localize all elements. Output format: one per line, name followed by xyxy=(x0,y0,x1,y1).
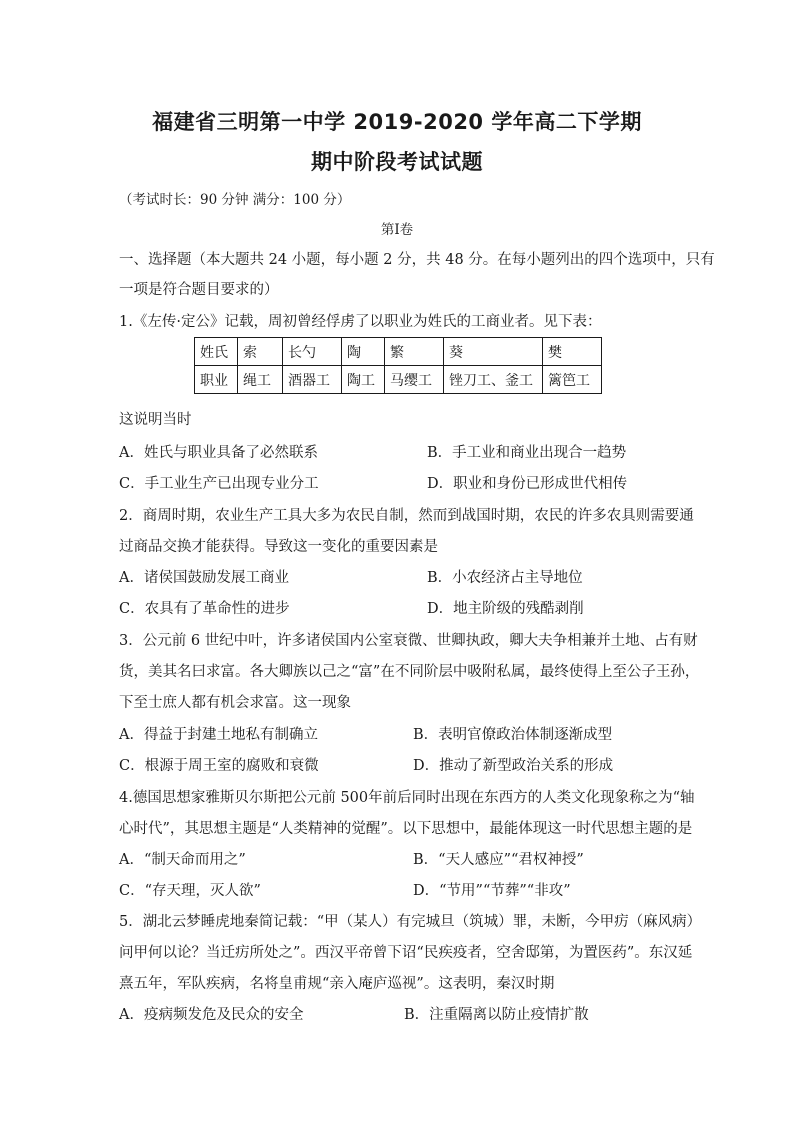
q1-stem: 1.《左传·定公》记载，周初曾经俘虏了以职业为姓氏的工商业者。见下表： xyxy=(119,314,602,330)
table-cell: 葵 xyxy=(444,338,543,366)
q4-option-a: A．“制天命而用之” xyxy=(119,852,246,868)
q3-stem-line-2: 货，美其名曰求富。各大卿族以己之“富”在不同阶层中吸附私属，最终使得上至公子王孙， xyxy=(119,664,700,680)
q5-stem-line-2: 问甲何以论？当迁疠所处之”。西汉平帝曾下诏“民疾疫者，空舍邸第，为置医药”。东汉延 xyxy=(119,945,693,961)
q1-option-d: D．职业和身份已形成世代相传 xyxy=(427,476,628,492)
table-row xyxy=(195,338,602,366)
table-cell: 酒器工 xyxy=(283,366,342,394)
q2-option-a: A．诸侯国鼓励发展工商业 xyxy=(119,570,289,586)
q5-option-b: B．注重隔离以防止疫情扩散 xyxy=(404,1007,589,1023)
table-cell: 锉刀工、釜工 xyxy=(444,366,543,394)
q4-option-b: B．“天人感应”“君权神授” xyxy=(413,852,584,868)
q4-stem-line-2: 心时代”，其思想主题是“人类精神的觉醒”。以下思想中，最能体现这一时代思想主题的是 xyxy=(119,821,693,837)
table-cell: 篱笆工 xyxy=(543,366,602,394)
table-header-cell: 职业 xyxy=(195,366,238,394)
q4-option-c: C．“存天理，灭人欲” xyxy=(119,883,261,899)
exam-info: （考试时长：90 分钟 满分：100 分） xyxy=(119,192,351,208)
table-cell: 长勺 xyxy=(283,338,342,366)
instructions-line-1: 一、选择题（本大题共 24 小题，每小题 2 分，共 48 分。在每小题列出的四个选项中，只有 xyxy=(119,252,715,268)
table-cell: 马缨工 xyxy=(385,366,444,394)
q2-option-d: D．地主阶级的残酷剥削 xyxy=(427,601,584,617)
q5-stem-line-3: 熹五年，军队疾病，名将皇甫规“亲入庵庐巡视”。这表明，秦汉时期 xyxy=(119,976,555,992)
table-cell: 繁 xyxy=(385,338,444,366)
q3-option-a: A．得益于封建土地私有制确立 xyxy=(119,727,318,743)
q2-option-c: C．农具有了革命性的进步 xyxy=(119,601,290,617)
q3-option-d: D．推动了新型政治关系的形成 xyxy=(413,758,614,774)
surname-occupation-table xyxy=(194,337,602,394)
instructions-line-2: 一项是符合题目要求的） xyxy=(119,282,279,298)
q1-option-a: A．姓氏与职业具备了必然联系 xyxy=(119,445,318,461)
q2-option-b: B．小农经济占主导地位 xyxy=(427,570,583,586)
q3-stem-line-3: 下至士庶人都有机会求富。这一现象 xyxy=(119,695,351,711)
q5-stem-line-1: 5．湖北云梦睡虎地秦简记载：“甲（某人）有完城旦（筑城）罪，未断，今甲疠（麻风病） xyxy=(119,914,702,930)
q3-stem-line-1: 3．公元前 6 世纪中叶，许多诸侯国内公室衰微、世卿执政，卿大夫争相兼并土地、占有财 xyxy=(119,633,698,649)
section-label: 第Ⅰ卷 xyxy=(380,222,414,238)
q2-stem-line-1: 2．商周时期，农业生产工具大多为农民自制，然而到战国时期，农民的许多农具则需要通 xyxy=(119,508,694,524)
q4-stem-line-1: 4.德国思想家雅斯贝尔斯把公元前 500年前后同时出现在东西方的人类文化现象称之为“轴 xyxy=(119,790,695,806)
table-header-cell: 姓氏 xyxy=(195,338,238,366)
table-cell: 陶工 xyxy=(342,366,385,394)
table-cell: 索 xyxy=(238,338,283,366)
q4-option-d: D．“节用”“节葬”“非攻” xyxy=(413,883,571,899)
table-row xyxy=(195,366,602,394)
exam-title: 福建省三明第一中学 2019-2020 学年高二下学期 xyxy=(152,110,642,134)
q3-option-c: C．根源于周王室的腐败和衰微 xyxy=(119,758,319,774)
q5-option-a: A．疫病频发危及民众的安全 xyxy=(119,1007,304,1023)
exam-subtitle: 期中阶段考试试题 xyxy=(311,150,483,174)
table-cell: 樊 xyxy=(543,338,602,366)
table-cell: 陶 xyxy=(342,338,385,366)
q1-option-c: C．手工业生产已出现专业分工 xyxy=(119,476,319,492)
q1-option-b: B．手工业和商业出现合一趋势 xyxy=(427,445,627,461)
q2-stem-line-2: 过商品交换才能获得。导致这一变化的重要因素是 xyxy=(119,539,438,555)
q3-option-b: B．表明官僚政治体制逐渐成型 xyxy=(413,727,613,743)
q1-after-text: 这说明当时 xyxy=(119,412,192,428)
table-cell: 绳工 xyxy=(238,366,283,394)
